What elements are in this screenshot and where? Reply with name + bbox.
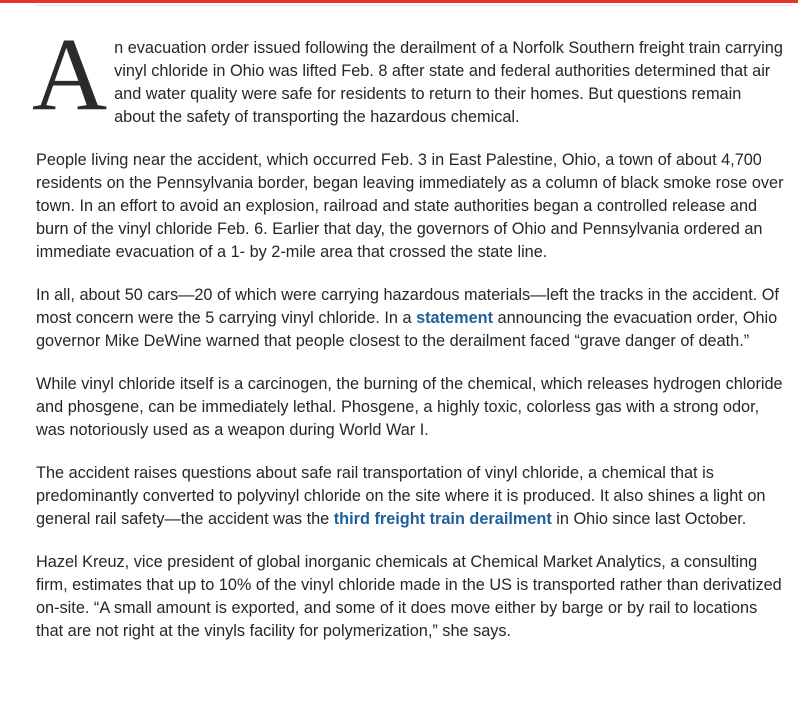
article-body — [32, 17, 786, 663]
top-accent-bar — [0, 0, 798, 3]
derailment-link[interactable]: third freight train derailment — [333, 510, 552, 528]
paragraph-4: While vinyl chloride itself is a carcinogen, the burning of the chemical, which releases hydrogen chloride and phosgene, can be immediately lethal. Phosgene, a highly toxic, colorless gas with a strong odor, was notoriously used as a weapon during World War I. — [36, 375, 783, 439]
paragraph-6: Hazel Kreuz, vice president of global inorganic chemicals at Chemical Market Analytics, a consulting firm, estimates that up to 10% of the vinyl chloride made in the US is transported rather than derivatized on-site. “A small amount is exported, and some of it does move either by barge or by rail to locations that are not right at the vinyls facility for polymerization,” she says. — [36, 553, 782, 640]
drop-cap: A — [32, 17, 108, 132]
statement-link[interactable]: statement — [416, 309, 493, 327]
paragraph-lead — [32, 17, 786, 132]
paragraph-5 — [36, 462, 786, 531]
paragraph-3-after: announcing the evacuation order, Ohio governor Mike DeWine warned that people closest to the derailment faced “grave danger of death.” — [36, 309, 778, 350]
paragraph-3-before: In all, about 50 cars—20 of which were carrying hazardous materials—left the tracks in the accident. Of most concern were the 5 carrying vinyl chloride. In a — [36, 286, 779, 327]
paragraph-5-after: in Ohio since last October. — [551, 510, 747, 528]
paragraph-5-before: The accident raises questions about safe rail transportation of vinyl chloride, a chemical that is predominantly converted to polyvinyl chloride on the site where it is produced. It also shines a light on general rail safety—the accident was the — [36, 464, 766, 528]
paragraph-lead-text: n evacuation order issued following the derailment of a Norfolk Southern freight train carrying vinyl chloride in Ohio was lifted Feb. 8 after state and federal authorities determined that air and water quality were safe for residents to return to their homes. But questions remain about the safety of transporting the hazardous chemical. — [114, 39, 783, 126]
paragraph-2: People living near the accident, which occurred Feb. 3 in East Palestine, Ohio, a town of about 4,700 residents on the Pennsylvania border, began leaving immediately as a column of black smoke rose over town. In an effort to avoid an explosion, railroad and state authorities began a controlled release and burn of the vinyl chloride Feb. 6. Earlier that day, the governors of Ohio and Pennsylvania ordered an immediate evacuation of a 1- by 2-mile area that crossed the state line. — [36, 151, 784, 261]
top-divider — [36, 5, 792, 6]
paragraph-3 — [36, 284, 786, 353]
